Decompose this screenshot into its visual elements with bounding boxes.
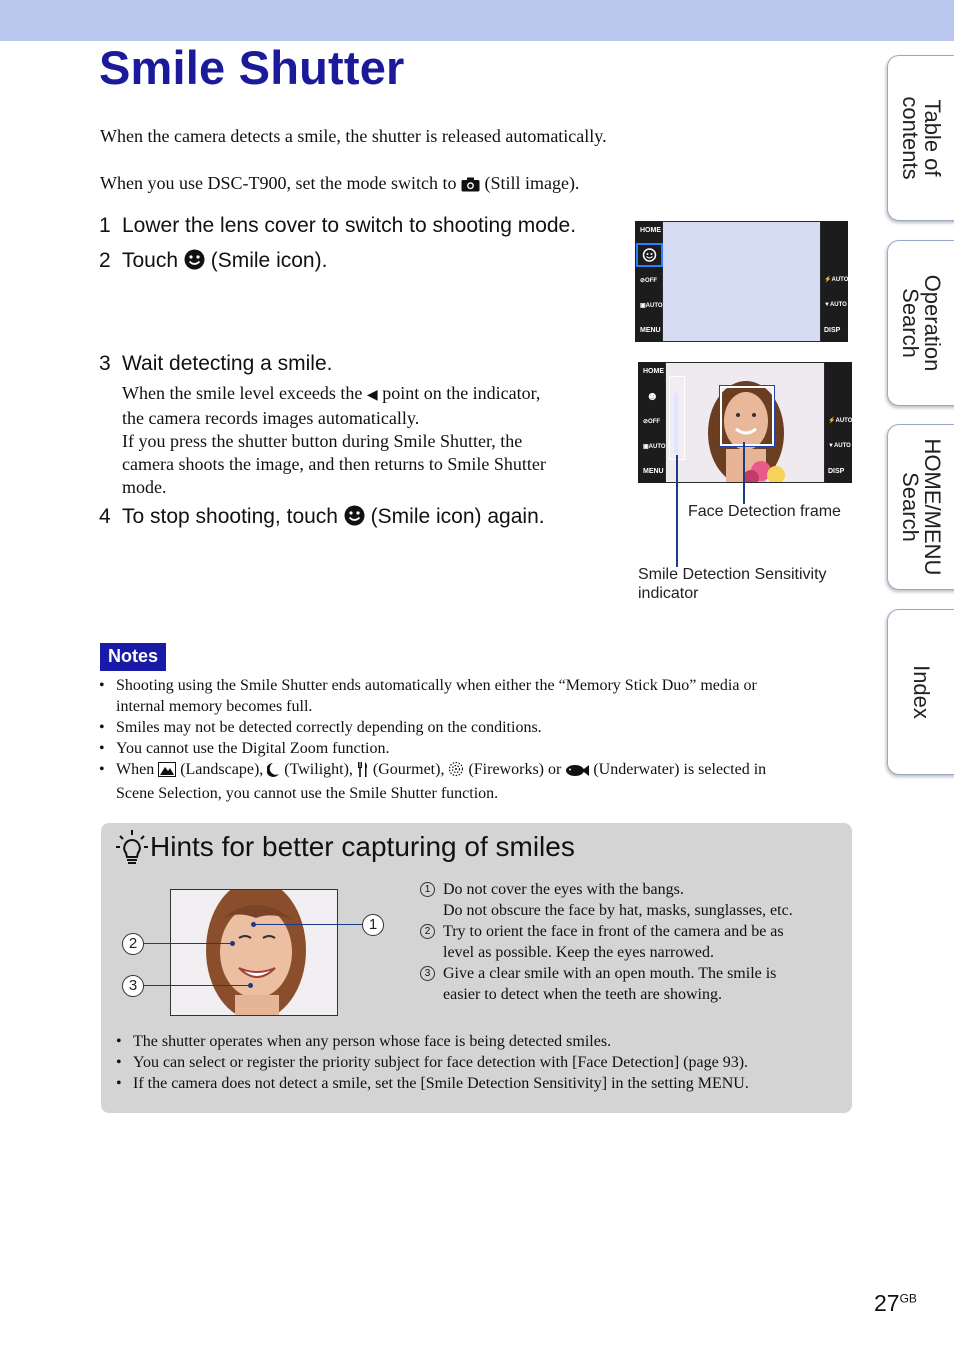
hint-bullet: • If the camera does not detect a smile, set the [Smile Detection Sensitivity] in the setting MENU.: [116, 1073, 841, 1094]
disp-label[interactable]: DISP: [828, 468, 845, 475]
step-3: 3 Wait detecting a smile.: [99, 352, 333, 375]
step-2: 2 Touch (Smile icon).: [99, 249, 327, 276]
step-1: 1 Lower the lens cover to switch to shooting mode.: [99, 214, 577, 237]
step-4: 4 To stop shooting, touch (Smile icon) again.: [99, 505, 545, 532]
note-item: • You cannot use the Digital Zoom function.: [99, 738, 839, 759]
tab-table-of-contents[interactable]: Table of contents: [887, 55, 954, 221]
hints-bullets: [116, 1031, 841, 1094]
sensitivity-callout-line: [676, 455, 678, 567]
hints-panel: [101, 823, 852, 1113]
note-item: • When (Landscape), (Twilight), (Gourmet), (Fireworks) or (Underwater) is selected in Scene Selection, you cannot use the Smile Shutter function.: [99, 759, 839, 804]
still-camera-icon: [461, 175, 480, 198]
face-frame-caption: Face Detection frame: [688, 503, 841, 520]
hints-list: [420, 879, 840, 1005]
sensitivity-caption: Smile Detection Sensitivity indicator: [638, 566, 827, 602]
home-label: HOME: [640, 227, 661, 234]
smile-icon[interactable]: ☻: [646, 389, 659, 403]
mode-auto-icon[interactable]: ▣AUTO: [640, 303, 663, 309]
menu-label[interactable]: MENU: [643, 468, 664, 475]
note-item: • Shooting using the Smile Shutter ends automatically when either the “Memory Stick Duo” media or internal memory becomes full.: [99, 675, 839, 717]
face-detection-frame: [720, 386, 774, 446]
camera-screen-2: [638, 362, 852, 483]
smile-button[interactable]: [636, 243, 663, 267]
mode-auto-icon[interactable]: ▣AUTO: [643, 444, 666, 450]
intro-line-1: When the camera detects a smile, the shutter is released automatically.: [100, 126, 607, 146]
menu-label[interactable]: MENU: [640, 327, 661, 334]
iso-auto-icon[interactable]: ▼AUTO: [828, 443, 851, 449]
smile-icon: [184, 249, 205, 276]
gourmet-icon: [357, 762, 369, 783]
note-item: • Smiles may not be detected correctly depending on the conditions.: [99, 717, 839, 738]
fireworks-icon: [448, 761, 464, 783]
callout-line-1: [253, 924, 363, 925]
hints-title: Hints for better capturing of smiles: [150, 831, 575, 862]
notes-badge: Notes: [100, 643, 166, 671]
smile-sensitivity-indicator: [669, 376, 685, 460]
hint-bullet: • You can select or register the priority subject for face detection with [Face Detection] (page 93).: [116, 1052, 841, 1073]
screen-preview: [663, 222, 820, 341]
hint-bulb-icon: [115, 828, 149, 873]
hint-item-3: 3 Give a clear smile with an open mouth. The smile is easier to detect when the teeth are showing.: [420, 963, 840, 1005]
intro-line-2: [100, 172, 579, 198]
callout-dot-2: [230, 941, 235, 946]
page-title: Smile Shutter: [99, 41, 405, 94]
callout-dot-3: [248, 983, 253, 988]
flash-auto-icon[interactable]: ⚡AUTO: [824, 277, 849, 283]
underwater-fish-icon: [565, 762, 589, 783]
face-example-photo: [170, 889, 338, 1016]
flash-off-icon[interactable]: ⊘OFF: [643, 419, 661, 425]
callout-line-3: [143, 985, 251, 986]
hint-item-2: 2 Try to orient the face in front of the camera and be as level as possible. Keep the eyes narrowed.: [420, 921, 840, 963]
home-label: HOME: [643, 368, 664, 375]
iso-auto-icon[interactable]: ▼AUTO: [824, 302, 847, 308]
tab-operation-search[interactable]: Operation Search: [887, 240, 954, 406]
callout-dot-1: [251, 922, 256, 927]
callout-line-2: [143, 943, 233, 944]
step-3-detail: When the smile level exceeds the ◀ point on the indicator, the camera records images automatically. If you press the shutter button during Smile Shutter, the camera shoots the image, and then returns to Smile Shutter mode.: [122, 383, 546, 497]
header-band: [0, 0, 954, 41]
flash-off-icon[interactable]: ⊘OFF: [640, 278, 658, 284]
twilight-moon-icon: [267, 762, 280, 783]
face-frame-callout-line: [743, 442, 745, 504]
disp-label[interactable]: DISP: [824, 327, 841, 334]
intro-line-2-pre: When you use DSC-T900, set the mode switch to: [100, 173, 457, 193]
callout-number-3: 3: [122, 975, 144, 997]
smile-icon: [344, 505, 365, 532]
camera-screen-1: [635, 221, 848, 342]
callout-number-2: 2: [122, 933, 144, 955]
tab-home-menu-search[interactable]: HOME/MENU Search: [887, 424, 954, 590]
page-number: $27^{GB}$: [874, 1290, 917, 1316]
hint-bullet: • The shutter operates when any person whose face is being detected smiles.: [116, 1031, 841, 1052]
notes-list: [99, 675, 839, 804]
intro-line-2-post: (Still image).: [484, 173, 580, 193]
left-triangle-icon: ◀: [366, 387, 378, 403]
flash-auto-icon[interactable]: ⚡AUTO: [828, 418, 853, 424]
landscape-icon: [158, 762, 176, 783]
hint-item-1: 1 Do not cover the eyes with the bangs. Do not obscure the face by hat, masks, sunglasses, etc.: [420, 879, 840, 921]
callout-number-1: 1: [362, 914, 384, 936]
tab-index[interactable]: Index: [887, 609, 954, 775]
